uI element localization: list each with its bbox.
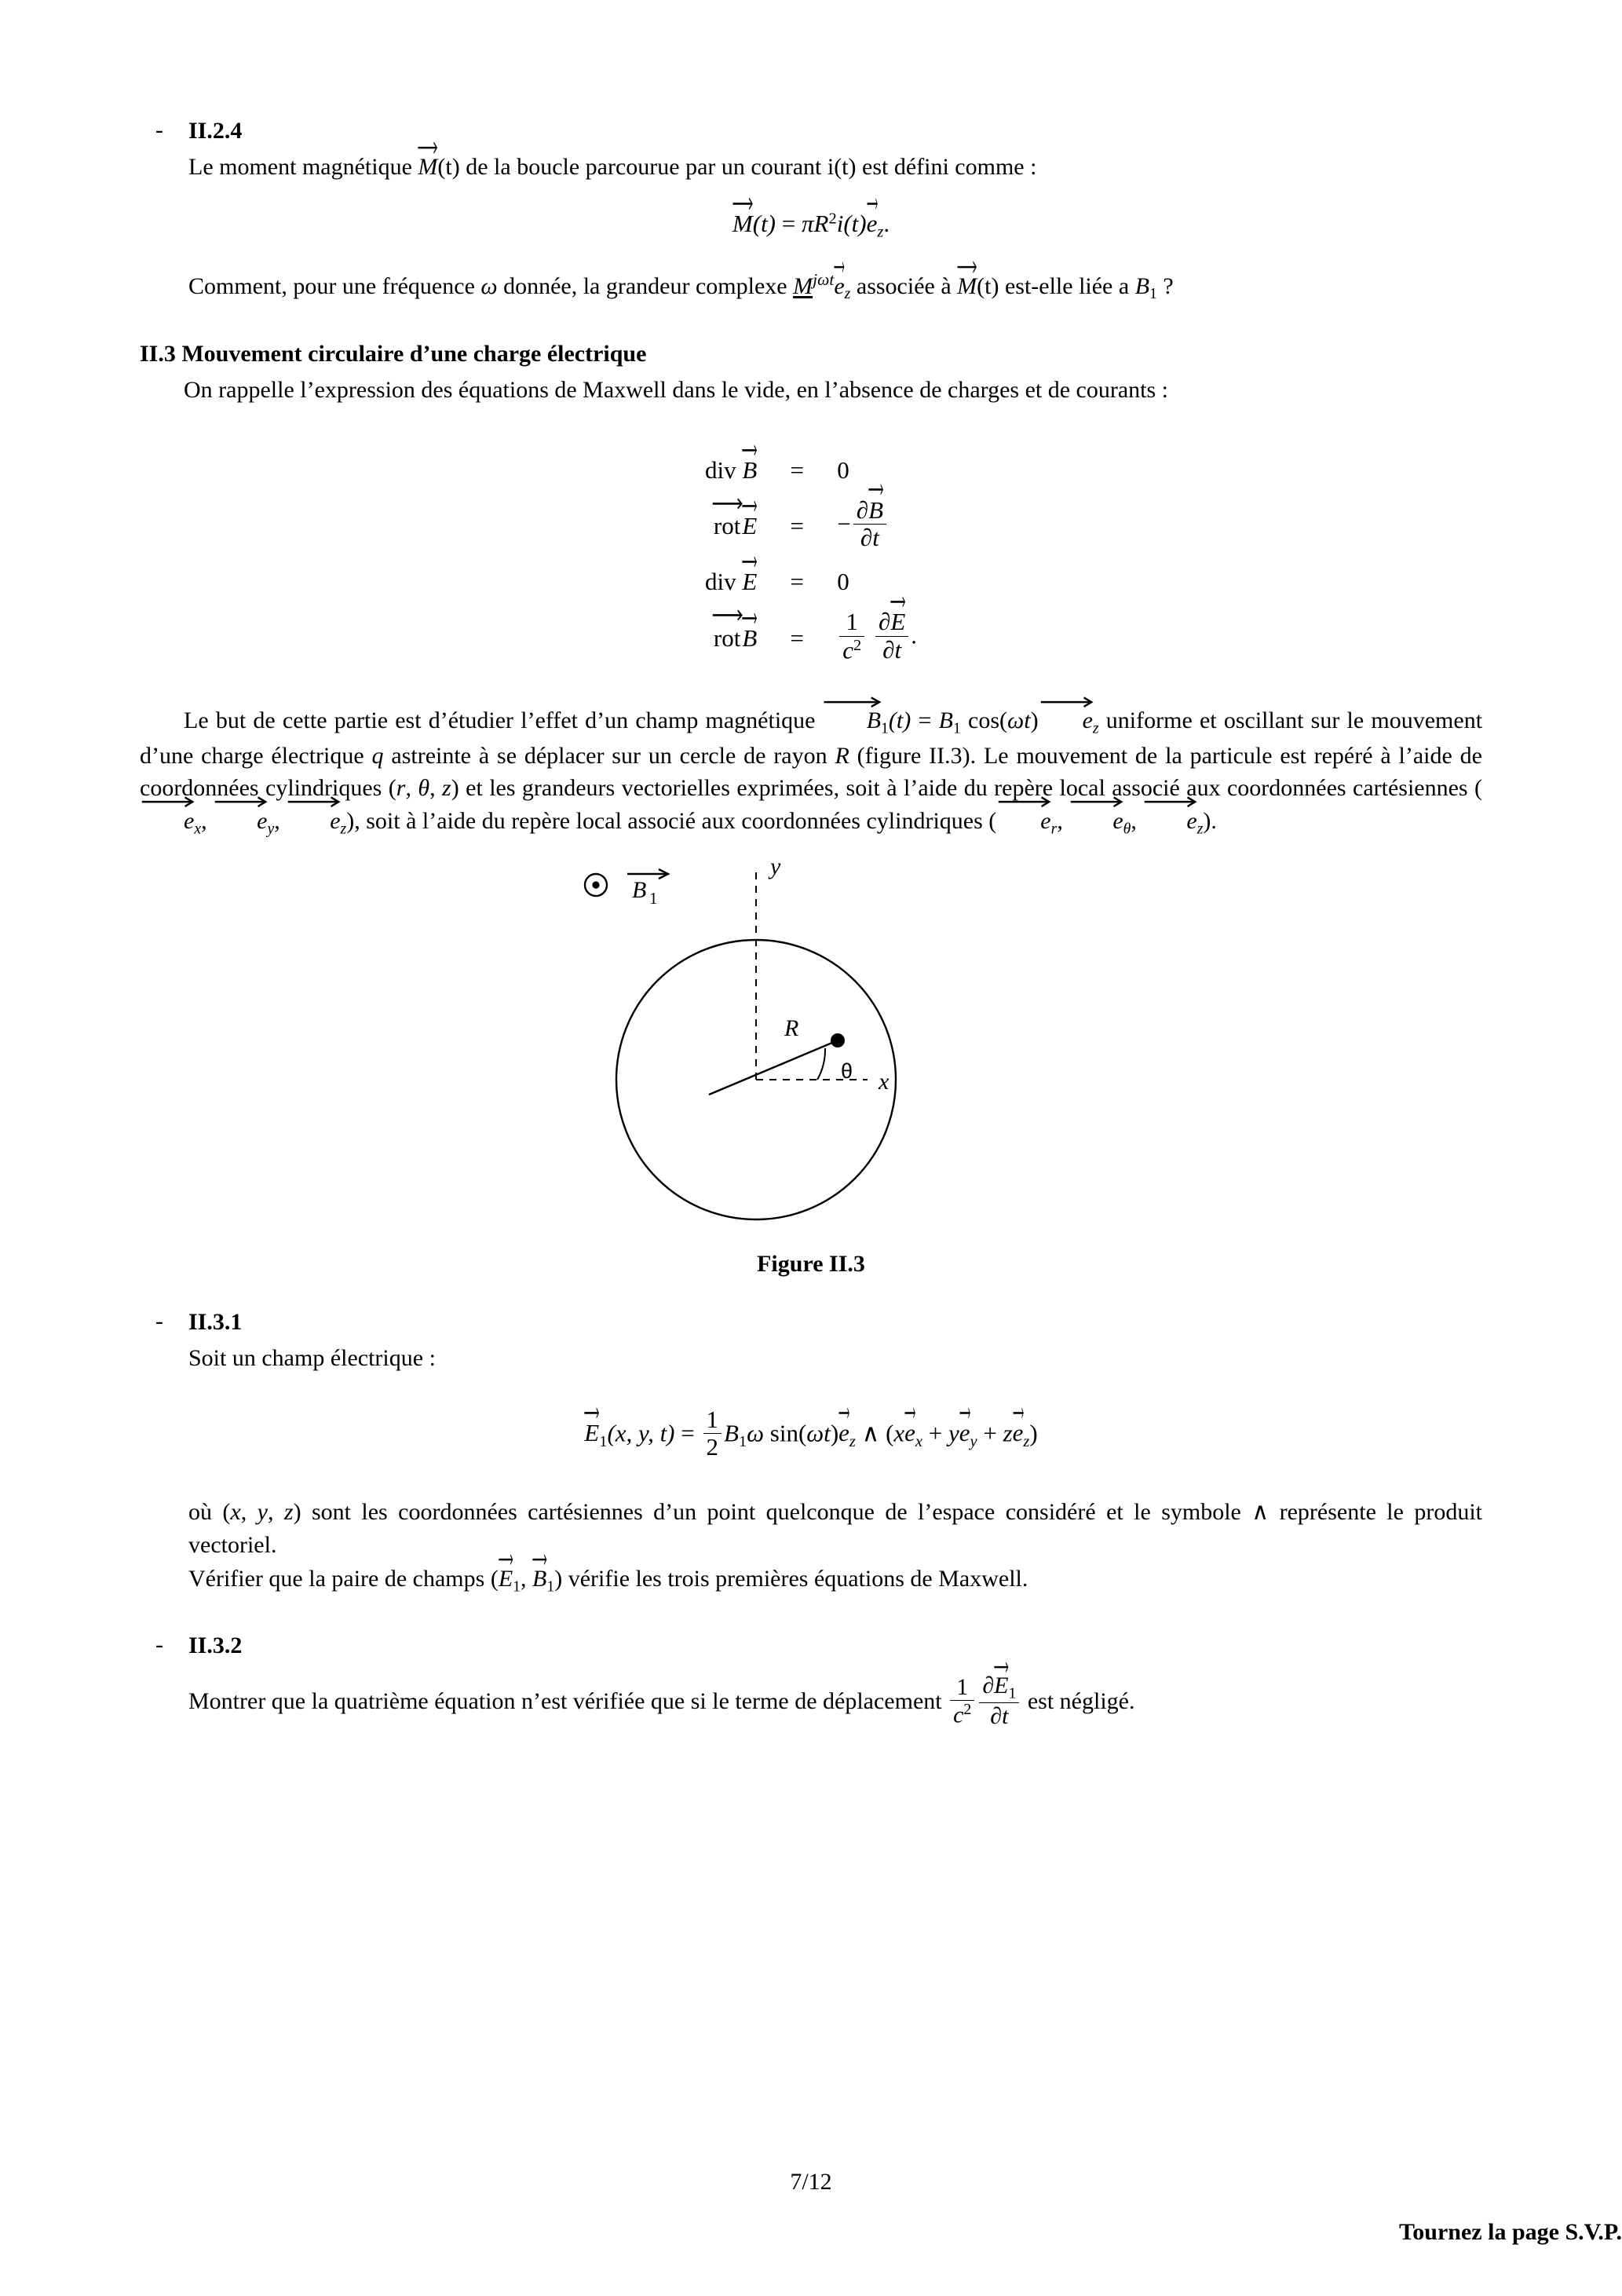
page-content xyxy=(140,118,1482,1731)
text-fragment: Le moment magnétique xyxy=(188,154,418,180)
vector-e1: E xyxy=(584,1420,599,1445)
figure-ii-3-caption: Figure II.3 xyxy=(757,1251,865,1278)
figure-label-x: x xyxy=(879,1069,890,1095)
item-ii-3-1-after-2: Vérifier que la paire de champs ( $E_1$, $B_1$) vérifie les trois premières équations de Maxwell. xyxy=(188,1563,1482,1598)
figure-label-radius: R xyxy=(784,1015,799,1042)
item-ii-3-1-after-1: où (x, y, z) sont les coordonnées cartésiennes d’un point quelconque de l’espace considéré et le symbole ∧ représente le produit vectoriel. xyxy=(188,1499,1483,1558)
section-ii-3-intro: On rappelle l’expression des équations de Maxwell dans le vide, en l’absence de charges et de courants : xyxy=(184,377,1169,404)
figure-angle-arc xyxy=(817,1048,825,1080)
text-fragment: Vérifier que la paire de champs ( xyxy=(188,1565,499,1592)
text-fragment: Montrer que la quatrième équation n’est vérifiée que si le terme de déplacement xyxy=(188,1687,948,1714)
text-fragment: uniforme et oscillant sur le mouvement d’une charge électrique xyxy=(140,707,1483,769)
maxwell-row xyxy=(705,449,917,492)
figure-label-y: y xyxy=(770,854,781,880)
item-ii-2-4-paragraph-2: Comment, pour une fréquence ω donnée, la grandeur complexe $M^{j\omega t}$ $e_z$ associée à M(t) est-elle liée a $B_1$ ? xyxy=(188,269,1482,305)
maxwell-equals: = xyxy=(790,511,805,539)
item-ii-3-1 xyxy=(140,1309,1482,1597)
maxwell-rhs: − ∂ B ∂t xyxy=(820,492,917,561)
figure-ii-3-drawing xyxy=(568,854,1054,1246)
text-fragment: ) vérifie les trois premières équations de Maxwell. xyxy=(554,1565,1028,1592)
item-ii-3-2-text: Montrer que la quatrième équation n’est vérifiée que si le terme de déplacement $\frac{1}{c^2}$ ∂ $E_1$ ∂t est négligé. xyxy=(188,1675,1482,1731)
turn-page-note: Tournez la page S.V.P. xyxy=(1399,2219,1622,2245)
text-fragment: associée à xyxy=(850,272,958,299)
figure-radius-line xyxy=(709,1040,838,1095)
item-ii-3-2-label xyxy=(155,1631,1482,1659)
item-dash: - xyxy=(155,1308,163,1335)
maxwell-equals: = xyxy=(790,455,805,484)
item-ii-2-4-paragraph-1 xyxy=(188,151,1482,183)
text-fragment: est négligé. xyxy=(1021,1687,1135,1714)
item-dash: - xyxy=(155,117,163,143)
maxwell-rhs: $\frac{1}{c^2}$ ∂ E ∂t . xyxy=(820,603,917,673)
section-heading-ii-3: II.3 Mouvement circulaire d’une charge électrique xyxy=(140,341,647,367)
vector-m-eq: M xyxy=(732,211,753,236)
vector-ez: e xyxy=(867,211,878,236)
item-ii-3-1-intro: Soit un champ électrique : xyxy=(188,1345,436,1372)
maxwell-row xyxy=(705,492,917,561)
figure-label-b1: B xyxy=(632,877,647,904)
maxwell-equations xyxy=(140,449,1482,674)
maxwell-row xyxy=(705,561,917,603)
item-ii-3-1-number: II.3.1 xyxy=(188,1309,243,1336)
item-dash: - xyxy=(155,1631,163,1658)
maxwell-equals: = xyxy=(790,623,805,652)
vector-ez-4: e xyxy=(1039,709,1093,733)
item-ii-2-4-number: II.2.4 xyxy=(188,118,243,144)
item-ii-3-1-label xyxy=(155,1308,1482,1336)
text-fragment: (t) est-elle liée a xyxy=(977,272,1135,299)
text-fragment: Comment, pour une fréquence xyxy=(188,272,481,299)
figure-label-theta: θ xyxy=(841,1059,853,1084)
item-ii-2-4-label xyxy=(155,117,1482,144)
maxwell-lhs: rot B xyxy=(705,603,774,673)
symbol-complex-m: M xyxy=(793,272,813,299)
text-fragment: (t) de la boucle parcourue par un courant xyxy=(437,154,827,180)
text-fragment: Le but de cette partie est d’étudier l’effet d’un champ magnétique xyxy=(184,707,823,734)
text-fragment: ? xyxy=(1156,272,1174,299)
symbol-omega: ω xyxy=(480,272,498,299)
b-field-dot-icon xyxy=(592,882,599,889)
maxwell-lhs: div E xyxy=(705,561,774,603)
equation-magnetic-moment: $M(t) = \pi R^2i(t)$ $e_z$. xyxy=(140,210,1482,242)
vector-b1: B xyxy=(823,709,881,733)
figure-particle-dot xyxy=(831,1033,845,1047)
item-ii-2-4 xyxy=(140,118,1482,305)
page-number: 7/12 xyxy=(790,2169,832,2195)
item-ii-3-2-number: II.3.2 xyxy=(188,1632,243,1658)
section-ii-3-paragraph: Le but de cette partie est d’étudier l’effet d’un champ magnétique $B_1(t) = B_1$ cos(ωt) $e_z$ uniforme et oscillant sur le mouvement d’une charge électrique q astreinte à se déplacer sur un cercle de rayon R (figure II.3). Le mouvement de la particule est repéré à l’aide de coordonnées cylindriques (r, θ, z) et les grandeurs vectorielles exprimées, soit à l’aide du repère local associé aux coordonnées cartésiennes ( $e_x$, $e_y$, $e_z$), soit à l’aide du repère local associé aux coordonnées cylindriques ( $e_r$, $e_\theta$, $e_z$). xyxy=(140,704,1482,839)
maxwell-equals: = xyxy=(790,568,805,596)
vector-m: M xyxy=(418,155,437,179)
item-ii-3-2 xyxy=(140,1632,1482,1731)
vector-m-3: M xyxy=(957,275,977,298)
maxwell-lhs: rot E xyxy=(705,492,774,561)
figure-ii-3 xyxy=(140,854,1482,1246)
text-fragment: donnée, la grandeur complexe xyxy=(497,272,794,299)
text-fragment: i(t) est défini comme : xyxy=(827,154,1037,180)
maxwell-lhs: div B xyxy=(705,449,774,492)
maxwell-rhs: 0 xyxy=(837,568,849,596)
vector-ez-2: e xyxy=(834,275,844,298)
equation-electric-field-e1: $E_1(x$, y, t) = $\frac{1}{2}$ $B_1\omega$ sin(ωt) $e_z$ ∧ (x $e_x + y$ $e_y + z$ $e_z$) xyxy=(584,1405,1038,1461)
maxwell-rhs: 0 xyxy=(837,455,849,484)
figure-label-b1-sub: 1 xyxy=(649,889,658,909)
maxwell-row xyxy=(705,603,917,673)
